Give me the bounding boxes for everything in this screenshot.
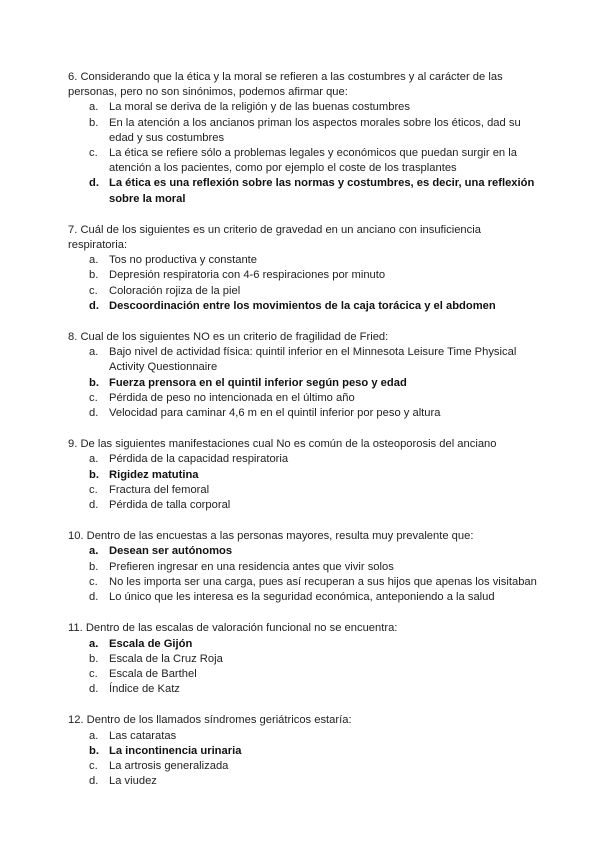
- option-text: La incontinencia urinaria: [109, 744, 242, 757]
- option-text: La viudez: [109, 775, 157, 788]
- option-letter: b.: [89, 468, 99, 481]
- answer-option: [68, 345, 538, 375]
- answer-option-correct: [68, 744, 538, 759]
- option-letter: c.: [89, 284, 98, 297]
- option-text: Bajo nivel de actividad física: quintil inferior en el Minnesota Leisure Time Physical Activity Questionnaire: [109, 346, 517, 374]
- option-letter: a.: [89, 545, 99, 558]
- option-letter: c.: [89, 483, 98, 496]
- question-7: [68, 223, 538, 314]
- answer-option: [68, 667, 538, 682]
- option-text: Índice de Katz: [109, 683, 180, 696]
- option-letter: c.: [89, 391, 98, 404]
- question-stem: 6. Considerando que la ética y la moral se refieren a las costumbres y al carácter de las personas, pero no son sinónimos, podemos afirmar que:: [68, 71, 503, 99]
- answer-options: [68, 100, 538, 206]
- option-text: Lo único que les interesa es la seguridad económica, anteponiendo a la salud: [109, 591, 495, 604]
- answer-option: [68, 483, 538, 498]
- option-letter: c.: [89, 759, 98, 772]
- option-text: Pérdida de peso no intencionada en el último año: [109, 391, 355, 404]
- option-text: La artrosis generalizada: [109, 759, 229, 772]
- option-letter: b.: [89, 116, 99, 129]
- answer-options: [68, 253, 538, 314]
- option-letter: d.: [89, 683, 99, 696]
- option-letter: d.: [89, 775, 99, 788]
- option-letter: a.: [89, 101, 99, 114]
- answer-option: [68, 284, 538, 299]
- answer-option: [68, 452, 538, 467]
- question-stem: 8. Cual de los siguientes NO es un criterio de fragilidad de Fried:: [68, 331, 389, 344]
- option-letter: d.: [89, 591, 99, 604]
- option-text: Desean ser autónomos: [109, 545, 233, 558]
- option-letter: c.: [89, 147, 98, 160]
- question-9: [68, 437, 538, 513]
- option-letter: d.: [89, 177, 99, 190]
- answer-options: [68, 729, 538, 790]
- option-letter: d.: [89, 299, 99, 312]
- option-text: Depresión respiratoria con 4-6 respiraciones por minuto: [109, 269, 386, 282]
- option-letter: b.: [89, 376, 99, 389]
- option-text: Coloración rojiza de la piel: [109, 284, 241, 297]
- option-letter: a.: [89, 637, 99, 650]
- answer-option-correct: [68, 299, 538, 314]
- option-text: Descoordinación entre los movimientos de la caja torácica y el abdomen: [109, 299, 496, 312]
- option-text: Las cataratas: [109, 729, 177, 742]
- answer-option: [68, 146, 538, 176]
- option-text: Rigidez matutina: [109, 468, 199, 481]
- option-letter: c.: [89, 575, 98, 588]
- option-text: En la atención a los ancianos priman los aspectos morales sobre los éticos, dad su edad y sus costumbres: [109, 116, 521, 144]
- option-text: Pérdida de talla corporal: [109, 499, 231, 512]
- option-letter: b.: [89, 560, 99, 573]
- option-text: No les importa ser una carga, pues así recuperan a sus hijos que apenas los visitaban: [109, 575, 537, 588]
- option-text: Prefieren ingresar en una residencia antes que vivir solos: [109, 560, 394, 573]
- option-text: Fuerza prensora en el quintil inferior según peso y edad: [109, 376, 407, 389]
- option-letter: d.: [89, 499, 99, 512]
- question-8: [68, 330, 538, 421]
- answer-option: [68, 498, 538, 513]
- option-text: La ética se refiere sólo a problemas legales y económicos que puedan surgir en la atención a los pacientes, como por ejemplo el coste de los trasplantes: [109, 147, 517, 175]
- question-stem: 12. Dentro de los llamados síndromes geriátricos estaría:: [68, 714, 352, 727]
- question-stem: 10. Dentro de las encuestas a las personas mayores, resulta muy prevalente que:: [68, 530, 474, 543]
- question-6: [68, 70, 538, 207]
- question-stem: 11. Dentro de las escalas de valoración funcional no se encuentra:: [68, 622, 398, 635]
- answer-options: [68, 452, 538, 513]
- option-letter: c.: [89, 667, 98, 680]
- answer-options: [68, 544, 538, 605]
- answer-option: [68, 253, 538, 268]
- option-text: La ética es una reflexión sobre las normas y costumbres, es decir, una reflexión sobre la moral: [109, 177, 535, 205]
- option-text: Escala de Gijón: [109, 637, 193, 650]
- answer-option-correct: [68, 637, 538, 652]
- question-stem: 7. Cuál de los siguientes es un criterio de gravedad en un anciano con insuficiencia respiratoria:: [68, 223, 481, 252]
- option-text: Fractura del femoral: [109, 483, 210, 496]
- answer-options: [68, 637, 538, 698]
- answer-option: [68, 652, 538, 667]
- answer-option-correct: [68, 376, 538, 391]
- option-letter: a.: [89, 254, 99, 267]
- option-text: Escala de Barthel: [109, 667, 197, 680]
- question-list: [68, 70, 538, 805]
- answer-option: [68, 575, 538, 590]
- answer-option-correct: [68, 468, 538, 483]
- option-letter: b.: [89, 744, 99, 757]
- answer-options: [68, 345, 538, 421]
- option-text: La moral se deriva de la religión y de las buenas costumbres: [109, 101, 410, 114]
- answer-option: [68, 116, 538, 146]
- question-10: [68, 529, 538, 605]
- answer-option-correct: [68, 544, 538, 559]
- option-letter: b.: [89, 652, 99, 665]
- answer-option: [68, 759, 538, 774]
- answer-option: [68, 560, 538, 575]
- answer-option: [68, 590, 538, 605]
- answer-option-correct: [68, 176, 538, 206]
- answer-option: [68, 391, 538, 406]
- question-12: [68, 713, 538, 789]
- answer-option: [68, 406, 538, 421]
- option-text: Pérdida de la capacidad respiratoria: [109, 453, 289, 466]
- question-11: [68, 621, 538, 697]
- option-letter: a.: [89, 729, 99, 742]
- option-letter: d.: [89, 407, 99, 420]
- answer-option: [68, 729, 538, 744]
- question-stem: 9. De las siguientes manifestaciones cual No es común de la osteoporosis del anciano: [68, 438, 497, 451]
- answer-option: [68, 268, 538, 283]
- option-letter: a.: [89, 453, 99, 466]
- option-text: Escala de la Cruz Roja: [109, 652, 223, 665]
- option-letter: a.: [89, 346, 99, 359]
- answer-option: [68, 682, 538, 697]
- answer-option: [68, 100, 538, 115]
- option-text: Velocidad para caminar 4,6 m en el quintil inferior por peso y altura: [109, 407, 441, 420]
- answer-option: [68, 774, 538, 789]
- option-text: Tos no productiva y constante: [109, 254, 258, 267]
- option-letter: b.: [89, 269, 99, 282]
